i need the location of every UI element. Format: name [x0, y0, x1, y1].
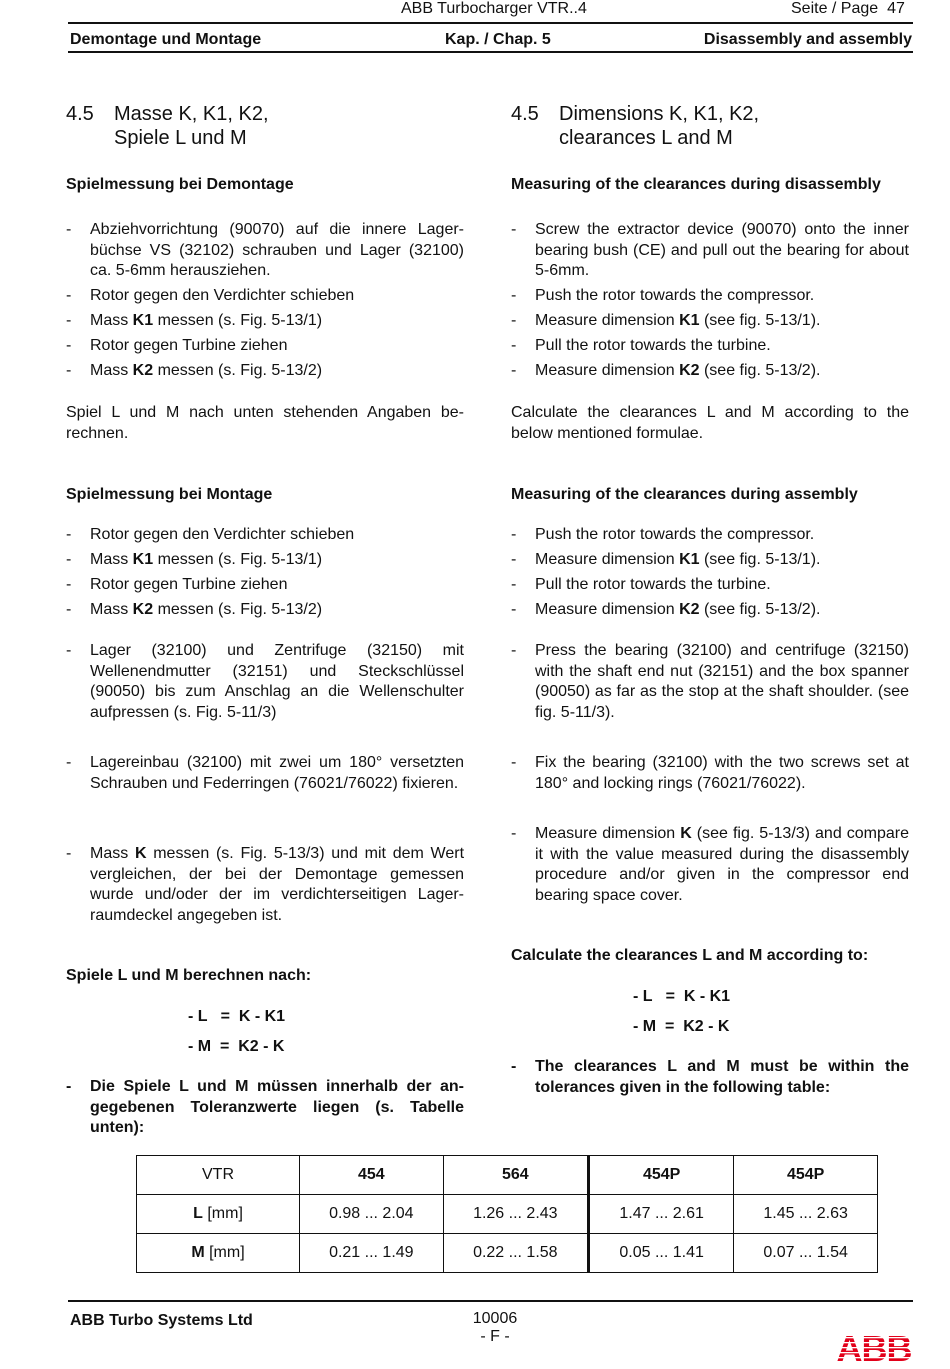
list-item: - Measure dimension K1 (see fig. 5-13/1). — [511, 312, 821, 329]
as-steps-de — [66, 525, 464, 625]
tolerance-note-de — [66, 1077, 464, 1139]
table-cell: 1.45 ... 2.63 — [734, 1195, 878, 1234]
measure-k-step-de — [66, 844, 464, 926]
list-item: - Abziehvorrichtung (90070) auf die innere Lagerbüchse VS (32102) schrauben und Lager (32100) ca. 5-6mm herausziehen. — [66, 221, 464, 279]
table-cell: 0.05 ... 1.41 — [588, 1234, 733, 1273]
list-item: - Measure dimension K1 (see fig. 5-13/1). — [511, 551, 821, 568]
list-item: - Mass K2 messen (s. Fig. 5-13/2) — [66, 601, 323, 618]
list-item: - Push the rotor towards the compressor. — [511, 287, 815, 304]
section-number-de: 4.5 — [66, 103, 94, 125]
dis-heading-de: Spielmessung bei Demontage — [66, 176, 294, 193]
list-item: - Mass K2 messen (s. Fig. 5-13/2) — [66, 362, 323, 379]
press-step-de — [66, 641, 464, 723]
header-rule-bottom — [68, 51, 913, 53]
footer-doc-info — [440, 1310, 550, 1346]
abb-logo — [836, 1332, 912, 1364]
measure-k-step-en — [511, 824, 909, 906]
dis-calc-de: Spiel L und M nach unten stehenden Angaben berechnen. — [66, 404, 464, 442]
section-title-en — [511, 102, 909, 150]
chapter-right: Disassembly and assembly — [703, 31, 912, 48]
page-indicator — [791, 0, 905, 18]
table-cell: 564 — [443, 1156, 588, 1195]
footer-company: ABB Turbo Systems Ltd — [70, 1312, 253, 1329]
formula-l-de: - L = K - K1 — [188, 1008, 286, 1025]
formula-m-de: - M = K2 - K — [188, 1038, 285, 1055]
section-number-en: 4.5 — [511, 103, 539, 125]
calc-heading-en: Calculate the clearances L and M according to: — [511, 947, 869, 964]
table-row — [137, 1234, 878, 1273]
section-title-de-line1: Masse K, K1, K2, — [114, 103, 269, 125]
list-item: - Mass K messen (s. Fig. 5-13/3) und mit dem Wert vergleichen, der bei der Demontage gemessen wurde und/oder der im verdichterseitigen Lagerraumdeckel angegeben ist. — [66, 845, 465, 924]
dis-heading-en: Measuring of the clearances during disassembly — [511, 176, 881, 193]
page-label: Seite / Page — [791, 0, 879, 17]
dis-steps-en — [511, 220, 909, 386]
list-item: - Measure dimension K2 (see fig. 5-13/2). — [511, 362, 821, 379]
formula-m-en: - M = K2 - K — [633, 1018, 730, 1035]
dis-calc-en: Calculate the clearances L and M according to the below mentioned formulae. — [511, 404, 909, 442]
list-item: - Rotor gegen Turbine ziehen — [66, 337, 288, 354]
footer-doc-number: 10006 — [472, 1310, 518, 1327]
header-rule-top — [68, 22, 913, 24]
table-row — [137, 1195, 878, 1234]
table-cell: 0.21 ... 1.49 — [300, 1234, 444, 1273]
table-cell: 454P — [588, 1156, 733, 1195]
table-cell: 0.98 ... 2.04 — [300, 1195, 444, 1234]
formula-l-en: - L = K - K1 — [633, 988, 731, 1005]
list-item: - Lager (32100) und Zentrifuge (32150) mit Wellenendmutter (32151) und Steckschlüssel (90050) bis zum Anschlag an die Wellenschulter aufpressen (s. Fig. 5-11/3) — [66, 642, 464, 721]
table-cell: VTR — [137, 1156, 300, 1195]
list-item: - Fix the bearing (32100) with the two screws set at 180° and locking rings (76021/76022). — [511, 754, 909, 792]
table-cell: L [mm] — [137, 1195, 300, 1234]
list-item: - Push the rotor towards the compressor. — [511, 526, 815, 543]
dis-steps-de — [66, 220, 464, 386]
list-item: - Rotor gegen den Verdichter schieben — [66, 287, 355, 304]
fix-step-de — [66, 753, 464, 794]
section-title-en-line1: Dimensions K, K1, K2, — [559, 103, 760, 125]
table-cell: 454 — [300, 1156, 444, 1195]
table-cell: 0.22 ... 1.58 — [443, 1234, 588, 1273]
fix-step-en — [511, 753, 909, 794]
list-item: - Pull the rotor towards the turbine. — [511, 337, 771, 354]
chapter-left: Demontage und Montage — [70, 31, 262, 48]
as-heading-en: Measuring of the clearances during assembly — [511, 486, 858, 503]
section-title-en-line2: clearances L and M — [559, 127, 733, 149]
list-item: - Rotor gegen Turbine ziehen — [66, 576, 288, 593]
list-item: - Mass K1 messen (s. Fig. 5-13/1) — [66, 312, 323, 329]
tolerance-note-en — [511, 1057, 909, 1098]
list-item: - Measure dimension K2 (see fig. 5-13/2). — [511, 601, 821, 618]
table-cell: 1.26 ... 2.43 — [443, 1195, 588, 1234]
list-item: - Die Spiele L und M müssen innerhalb der angegebenen Toleranzwerte liegen (s. Tabelle unten): — [66, 1078, 464, 1136]
chapter-center: Kap. / Chap. 5 — [445, 31, 551, 48]
list-item: - Pull the rotor towards the turbine. — [511, 576, 771, 593]
list-item: - The clearances L and M must be within the tolerances given in the following table: — [511, 1058, 909, 1096]
section-title-de-line2: Spiele L und M — [114, 127, 247, 149]
doc-title: ABB Turbocharger VTR..4 — [401, 0, 587, 17]
footer-revision: - F - — [480, 1328, 510, 1345]
calc-heading-de: Spiele L und M berechnen nach: — [66, 967, 312, 984]
table-cell: 1.47 ... 2.61 — [588, 1195, 733, 1234]
table-cell: M [mm] — [137, 1234, 300, 1273]
as-heading-de: Spielmessung bei Montage — [66, 486, 273, 503]
press-step-en — [511, 641, 909, 723]
tolerance-table — [136, 1155, 878, 1273]
as-steps-en — [511, 525, 909, 625]
section-title-de — [66, 102, 464, 150]
page-number: 47 — [887, 0, 905, 17]
list-item: - Rotor gegen den Verdichter schieben — [66, 526, 355, 543]
list-item: - Mass K1 messen (s. Fig. 5-13/1) — [66, 551, 323, 568]
list-item: - Measure dimension K (see fig. 5-13/3) and compare it with the value measured during the disassembly procedure and/or given in the compressor end bearing space cover. — [511, 825, 909, 904]
table-cell: 454P — [734, 1156, 878, 1195]
table-cell: 0.07 ... 1.54 — [734, 1234, 878, 1273]
list-item: - Lagereinbau (32100) mit zwei um 180° versetzten Schrauben und Federringen (76021/76022) fixieren. — [66, 754, 464, 792]
list-item: - Press the bearing (32100) and centrifuge (32150) with the shaft end nut (32151) and the box spanner (90050) as far as the stop at the shaft shoulder. (see fig. 5-11/3). — [511, 642, 909, 721]
table-row — [137, 1156, 878, 1195]
list-item: - Screw the extractor device (90070) onto the inner bearing bush (CE) and pull out the bearing for about 5-6mm. — [511, 221, 909, 279]
footer-rule — [68, 1300, 913, 1302]
